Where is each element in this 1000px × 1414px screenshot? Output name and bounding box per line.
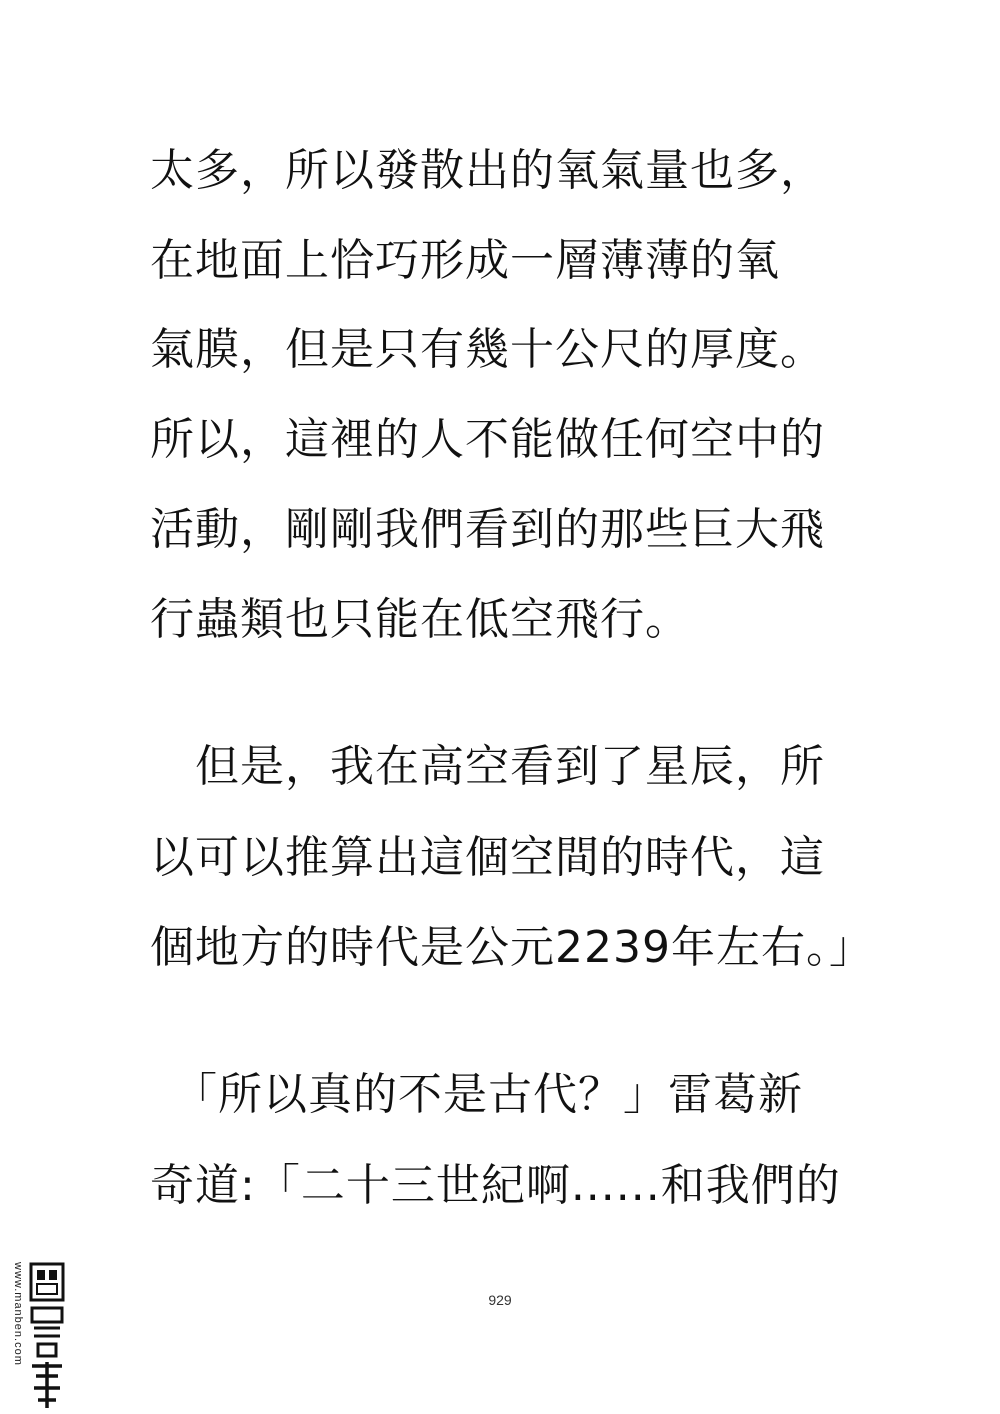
text-line: 所以，這裡的人不能做任何空中的 (150, 414, 825, 465)
text-line: 「所以真的不是古代？」雷葛新 (150, 1069, 803, 1120)
text-line: 氣膜，但是只有幾十公尺的厚度。 (150, 324, 825, 375)
text-line: 個地方的時代是公元2239年左右。」 (150, 922, 874, 973)
text-line: 太多，所以發散出的氧氣量也多， (150, 145, 825, 196)
text-line: 活動，剛剛我們看到的那些巨大飛 (150, 504, 825, 555)
text-line: 奇道:「二十三世紀啊......和我們的 (150, 1160, 841, 1211)
text-line: 但是，我在高空看到了星辰，所 (150, 741, 825, 792)
text-line: 以可以推算出這個空間的時代，這 (150, 832, 825, 883)
text-line: 行蟲類也只能在低空飛行。 (150, 594, 690, 645)
site-logo-icon (28, 1262, 66, 1410)
watermark-url: www.manben.com (12, 1262, 24, 1366)
text-line: 在地面上恰巧形成一層薄薄的氧 (150, 235, 780, 286)
page-number: 929 (488, 1292, 512, 1308)
site-watermark (4, 1262, 68, 1412)
